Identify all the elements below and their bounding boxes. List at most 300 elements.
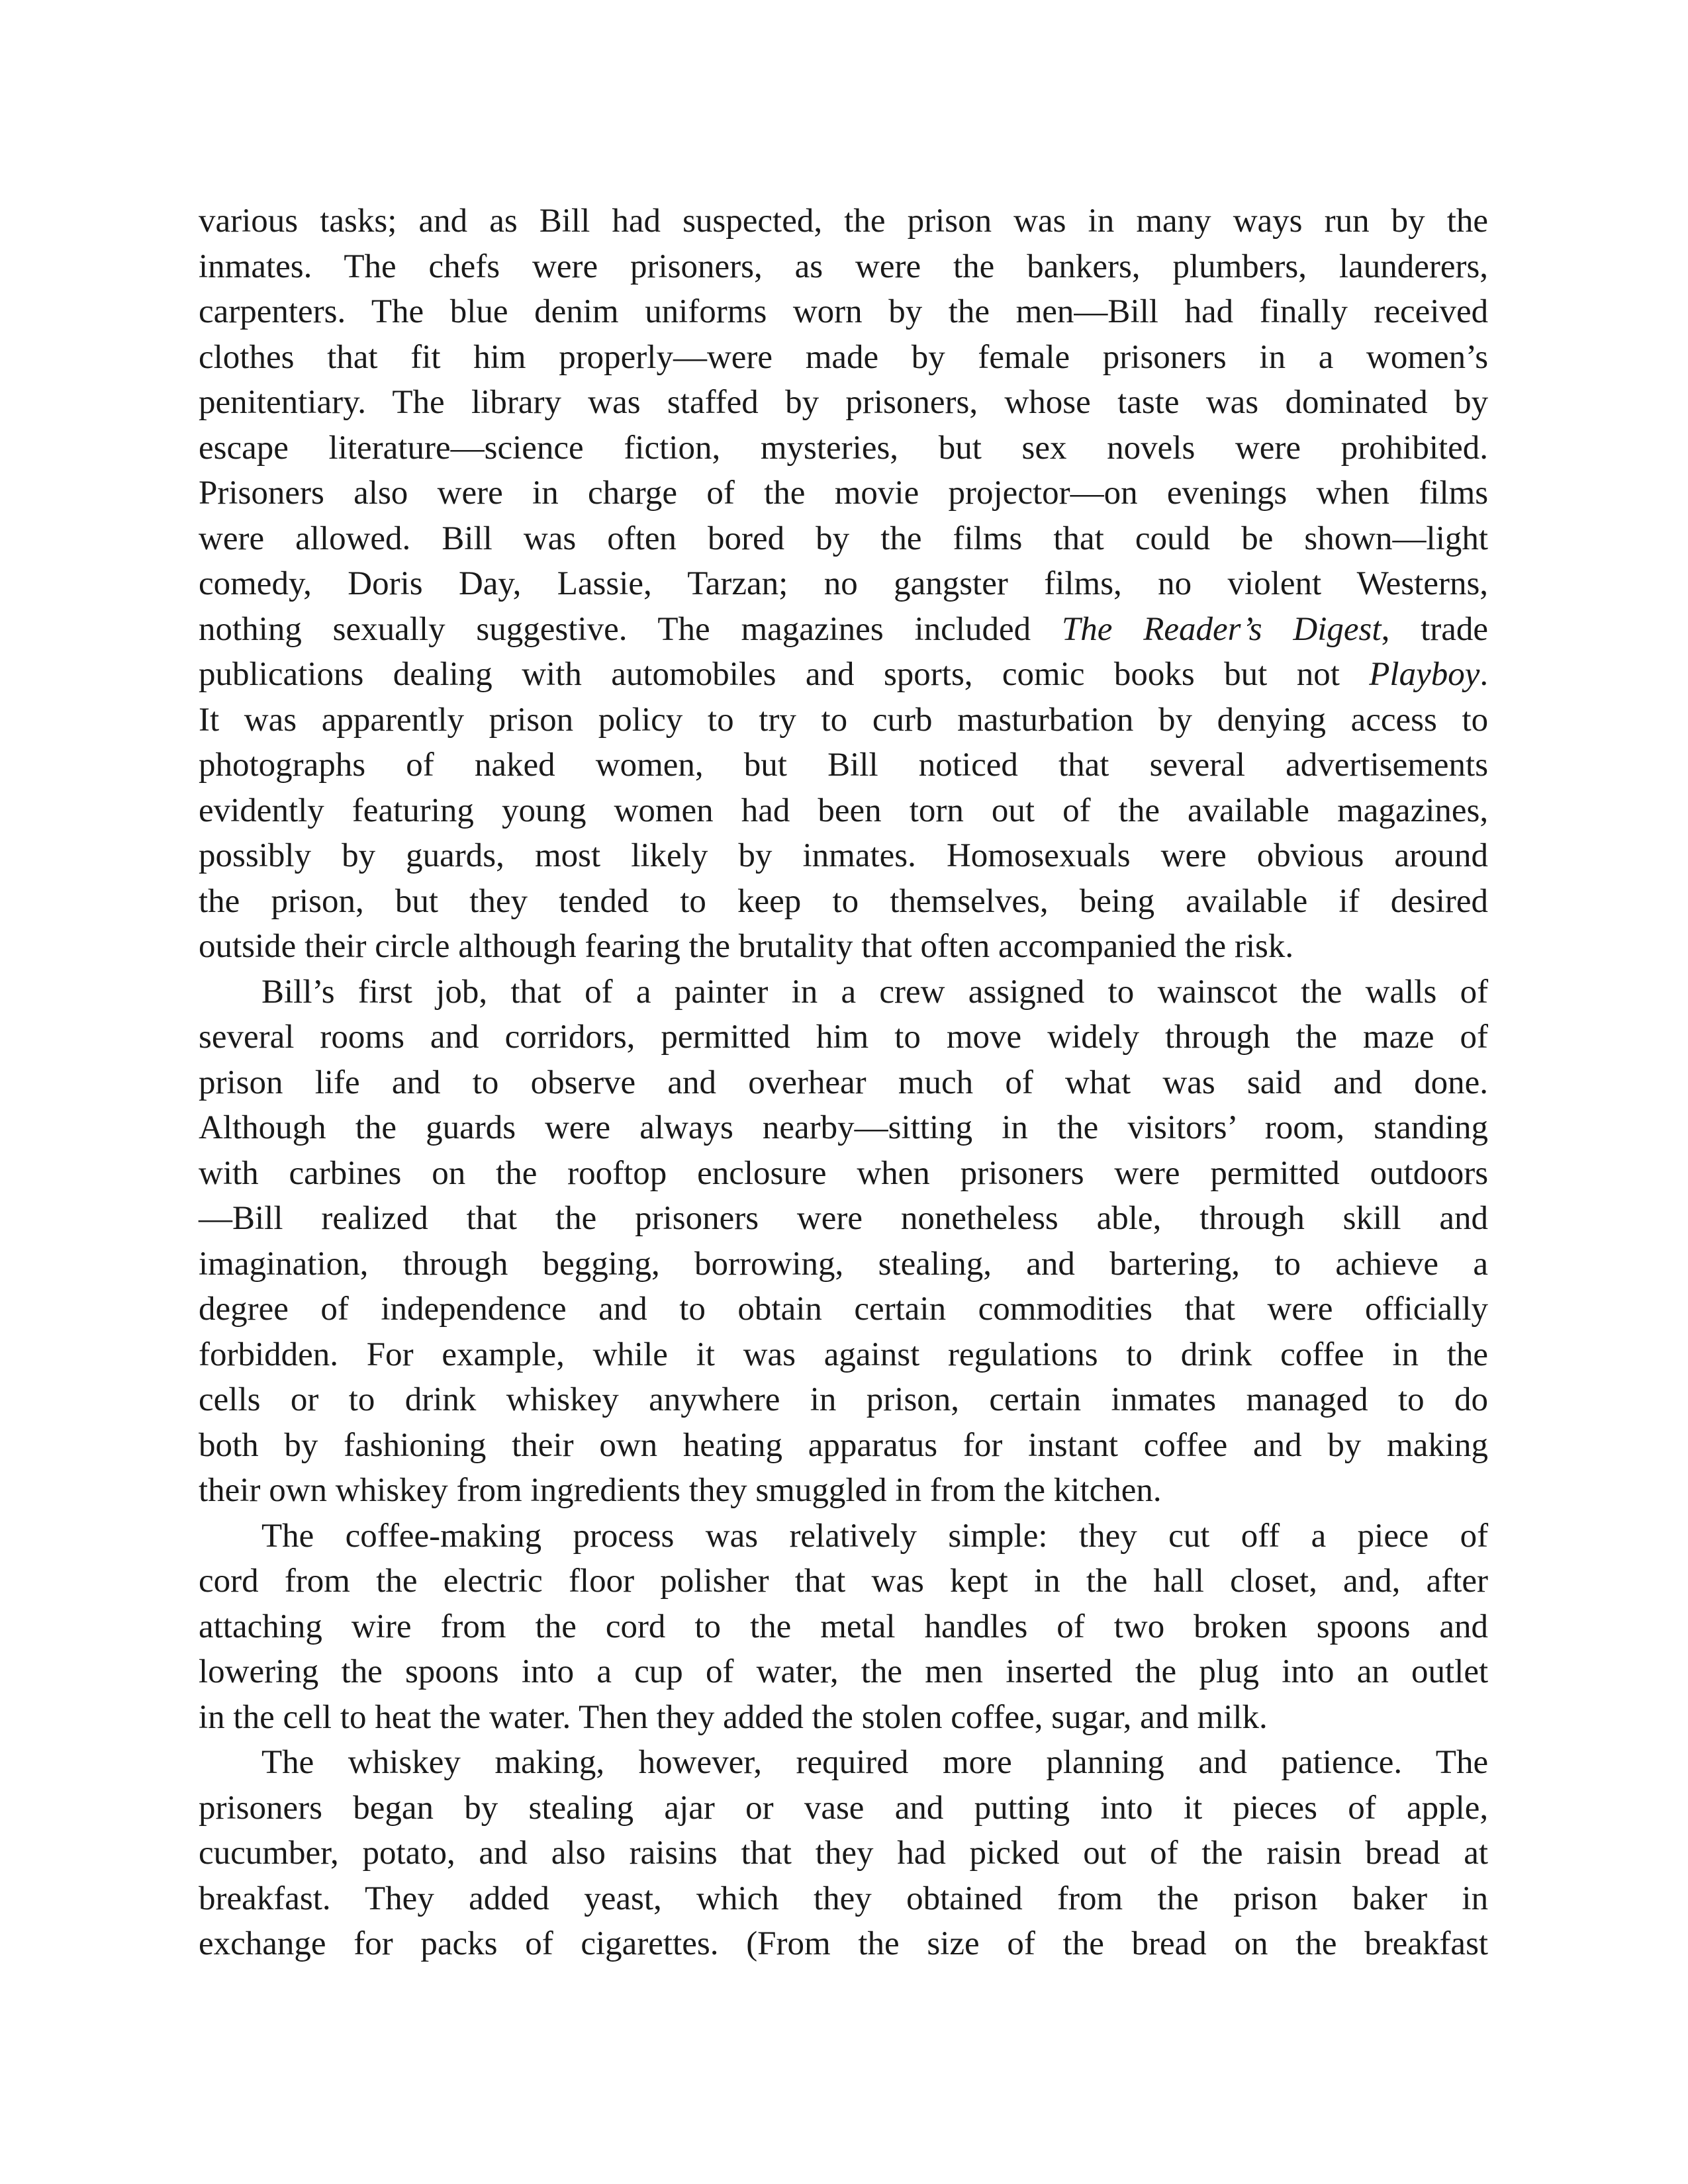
word-space	[1161, 1200, 1199, 1237]
word: prison,	[866, 1381, 960, 1418]
word: prisoners	[1102, 338, 1227, 376]
word-space	[1440, 1835, 1464, 1872]
word-space	[567, 1291, 598, 1328]
word-space	[498, 1925, 526, 1962]
word: into	[521, 1653, 575, 1690]
word: piece	[1357, 1517, 1429, 1555]
word-space	[312, 565, 348, 602]
word: staffed	[667, 384, 759, 421]
word-space	[1419, 1336, 1447, 1373]
word-space	[908, 1744, 943, 1781]
word: evenings	[1166, 475, 1288, 512]
word-space	[1267, 656, 1296, 693]
word-space	[1389, 1653, 1411, 1690]
word: of	[1460, 1517, 1489, 1555]
word: publications	[199, 656, 364, 693]
word: library	[471, 384, 561, 421]
word: degree	[199, 1291, 289, 1328]
word: in	[1088, 203, 1115, 240]
word-space	[662, 1880, 696, 1917]
word: photographs	[199, 747, 366, 784]
word-space	[1008, 1563, 1034, 1600]
word-space	[1084, 974, 1107, 1011]
word: out	[1083, 1835, 1127, 1872]
word-space	[930, 1155, 961, 1192]
word: plug	[1199, 1653, 1260, 1690]
word: prison	[1233, 1880, 1318, 1917]
word: keep	[737, 882, 802, 920]
word-space	[1317, 1790, 1348, 1827]
word: realized	[321, 1200, 428, 1237]
word-space	[922, 293, 949, 330]
word: raisins	[629, 1835, 718, 1872]
text-segment	[199, 384, 1488, 421]
text-segment	[199, 1019, 1488, 1056]
word: they	[815, 1835, 874, 1872]
word-space	[1252, 1336, 1280, 1373]
word: pieces	[1233, 1789, 1317, 1827]
word: cup	[634, 1653, 683, 1690]
word-space	[1280, 1518, 1311, 1555]
word-space	[1344, 1109, 1374, 1146]
word: observe	[530, 1064, 636, 1101]
word-space	[661, 203, 682, 240]
text-line	[199, 289, 1488, 335]
word-space	[1247, 1744, 1282, 1781]
word: as	[489, 203, 518, 240]
word: the	[1201, 1835, 1243, 1872]
word: charge	[588, 475, 677, 512]
word-space	[667, 1155, 697, 1192]
word-space	[1075, 1246, 1109, 1283]
word-space	[445, 611, 477, 648]
word-space	[1122, 565, 1158, 602]
word-space	[584, 430, 624, 467]
word: It	[199, 701, 220, 739]
word-space	[665, 1608, 694, 1645]
word-space	[260, 1381, 290, 1418]
text-line	[199, 1015, 1488, 1060]
word-space	[318, 1427, 344, 1464]
word-space	[1109, 747, 1149, 784]
word-space	[259, 1563, 285, 1600]
word-space	[561, 384, 588, 421]
word: suspected,	[682, 203, 823, 240]
word-space	[461, 1744, 495, 1781]
word-space	[768, 974, 791, 1011]
word: standing	[1374, 1109, 1489, 1146]
word: stealing,	[878, 1245, 992, 1283]
word: was	[1013, 203, 1066, 240]
word-space	[555, 747, 596, 784]
word: allowed.	[295, 520, 411, 557]
word: into	[1100, 1789, 1153, 1827]
word-space	[657, 1427, 683, 1464]
word: had	[612, 203, 661, 240]
word: Westerns,	[1356, 565, 1489, 602]
word: properly—were	[559, 338, 773, 376]
word-space	[921, 248, 953, 285]
word: that	[1184, 1291, 1235, 1328]
word: policy	[598, 701, 683, 739]
text-line	[199, 1559, 1488, 1604]
text-segment	[199, 1563, 1488, 1600]
word: of	[1007, 1925, 1035, 1962]
word-space	[324, 792, 352, 829]
word-space	[1207, 1925, 1235, 1962]
word: was	[244, 701, 297, 739]
word-space	[561, 974, 585, 1011]
paragraph	[199, 199, 1488, 970]
word: the	[1446, 203, 1489, 240]
word: kept	[950, 1563, 1008, 1600]
word-space	[959, 1381, 989, 1418]
word-space	[973, 656, 1002, 693]
word: obtained	[906, 1880, 1023, 1917]
word-space	[1192, 702, 1217, 739]
word: by	[1158, 701, 1193, 739]
word: always	[639, 1109, 733, 1146]
word-space	[408, 475, 437, 512]
word: of	[1062, 792, 1091, 829]
word-space	[882, 792, 910, 829]
word: the	[953, 248, 995, 285]
word: their	[512, 1426, 574, 1464]
word: breakfast	[1364, 1925, 1489, 1962]
word: .	[1479, 656, 1489, 693]
text-segment	[199, 611, 1062, 648]
word: the	[858, 1925, 900, 1962]
word: which	[696, 1880, 779, 1917]
word-space	[259, 1155, 289, 1192]
word: against	[823, 1336, 920, 1373]
word-space	[1425, 203, 1447, 240]
word-space	[604, 1744, 639, 1781]
word: noticed	[918, 747, 1018, 784]
word-space	[1434, 1019, 1460, 1056]
word: they	[1078, 1517, 1137, 1555]
word: exchange	[199, 1925, 326, 1962]
word: were	[1235, 429, 1301, 467]
word-space	[606, 1835, 630, 1872]
word-space	[1210, 520, 1241, 557]
word-space	[314, 1518, 345, 1555]
text-segment	[199, 293, 1488, 330]
word: cells	[199, 1381, 261, 1418]
word: permitted	[661, 1019, 790, 1056]
word: life	[314, 1064, 360, 1101]
word-space	[486, 1427, 512, 1464]
word: had	[741, 792, 790, 829]
word-space	[1104, 1925, 1132, 1962]
text-segment	[199, 475, 1488, 512]
word-space	[1364, 1336, 1393, 1373]
word-space	[856, 974, 879, 1011]
word-space	[822, 203, 844, 240]
word-space	[873, 1835, 897, 1872]
word: first	[357, 973, 412, 1011]
word-space	[1215, 1064, 1247, 1101]
word-space	[1164, 1744, 1199, 1781]
word-space	[424, 293, 450, 330]
text-segment	[199, 339, 1488, 376]
word-space	[1180, 384, 1206, 421]
word-space	[867, 1064, 898, 1101]
word: that	[510, 973, 561, 1011]
word: painter	[674, 973, 769, 1011]
word-space	[819, 384, 845, 421]
word-space	[946, 1291, 978, 1328]
word: The	[344, 248, 397, 285]
word-space	[683, 1653, 706, 1690]
word-space	[759, 1200, 797, 1237]
word: received	[1374, 293, 1489, 330]
word: the	[355, 1109, 397, 1146]
text-line	[199, 788, 1488, 834]
word: through	[1165, 1019, 1270, 1056]
word-space	[312, 248, 344, 285]
word: of	[320, 1291, 349, 1328]
word-space	[1245, 747, 1286, 784]
word-space	[346, 293, 371, 330]
word-space	[635, 1064, 667, 1101]
word: polisher	[660, 1563, 769, 1600]
word-space	[311, 837, 342, 874]
word: by	[738, 837, 773, 874]
word: from	[284, 1563, 350, 1600]
word-space	[322, 1790, 353, 1827]
word-space	[708, 837, 738, 874]
word: literature—science	[328, 429, 584, 467]
paragraph	[199, 1740, 1488, 1967]
word: obvious	[1256, 837, 1364, 874]
word: and	[805, 656, 855, 693]
word: the	[750, 1608, 792, 1645]
word: independence	[381, 1291, 567, 1328]
word-space	[521, 565, 557, 602]
word: apparatus	[808, 1426, 938, 1464]
word: bored	[708, 520, 785, 557]
word-space	[476, 1381, 506, 1418]
word: of	[1005, 1064, 1033, 1101]
word-space	[1402, 1744, 1436, 1781]
word: putting	[974, 1789, 1070, 1827]
word-space	[1066, 203, 1088, 240]
word-space	[1008, 565, 1044, 602]
text-line	[199, 1105, 1488, 1151]
word-space	[1158, 293, 1185, 330]
word: room,	[1264, 1109, 1345, 1146]
word-space	[973, 1064, 1005, 1101]
word-space	[1278, 974, 1301, 1011]
word-space	[264, 520, 295, 557]
word: cord	[605, 1608, 666, 1645]
text-line	[199, 607, 1488, 653]
word-space	[1303, 203, 1325, 240]
text-line	[199, 1377, 1488, 1423]
word: and	[1333, 1064, 1382, 1101]
word: to	[472, 1064, 499, 1101]
text-segment	[199, 1200, 1488, 1237]
text-segment: in the cell to heat the water. Then they added the stolen coffee, sugar, and milk.	[199, 1698, 1268, 1736]
word-space	[1060, 1563, 1086, 1600]
word: The	[261, 1517, 314, 1555]
word: and	[667, 1064, 717, 1101]
word: and	[1439, 1200, 1489, 1237]
word-space	[366, 384, 392, 421]
word-space	[1360, 883, 1391, 920]
word: worn	[792, 293, 863, 330]
word-space	[1195, 430, 1235, 467]
word: prisoners,	[630, 248, 763, 285]
word-space	[302, 611, 333, 648]
word: They	[365, 1880, 434, 1917]
word-space	[600, 837, 631, 874]
word: and	[1252, 1426, 1302, 1464]
word: available	[1186, 882, 1308, 920]
word-space	[1425, 1381, 1454, 1418]
word: the	[1446, 1336, 1489, 1373]
word-space	[349, 1291, 381, 1328]
word-space	[980, 1925, 1008, 1962]
text-segment	[199, 1109, 1488, 1146]
word-space	[864, 1790, 894, 1827]
word: of	[406, 747, 434, 784]
word: potato,	[362, 1835, 455, 1872]
text-segment	[261, 974, 1488, 1011]
word: ajar	[664, 1789, 715, 1827]
word: dealing	[393, 656, 492, 693]
word-space	[1059, 1835, 1083, 1872]
word-space	[500, 248, 532, 285]
word: were	[532, 248, 598, 285]
word: assigned	[968, 973, 1085, 1011]
word-space	[972, 1109, 1002, 1146]
word: of	[1460, 973, 1489, 1011]
word-space	[360, 1064, 392, 1101]
word: and	[1439, 1608, 1489, 1645]
word: when	[857, 1154, 930, 1192]
word: several	[199, 1019, 295, 1056]
word-space	[1178, 1835, 1202, 1872]
word: of	[525, 1925, 553, 1962]
word: whiskey	[348, 1744, 461, 1781]
word-space	[397, 1109, 426, 1146]
word-space	[868, 1019, 894, 1056]
word: move	[946, 1019, 1022, 1056]
word-space	[1326, 1518, 1357, 1555]
word: patience.	[1281, 1744, 1403, 1781]
word: prison	[199, 1064, 283, 1101]
word: advertisements	[1286, 747, 1489, 784]
word-space	[1368, 1381, 1398, 1418]
word-space	[919, 475, 948, 512]
word: comic	[1002, 656, 1085, 693]
word-space	[428, 1200, 467, 1237]
text-line	[199, 426, 1488, 471]
word: evidently	[199, 792, 324, 829]
word-space	[945, 974, 968, 1011]
word-space	[445, 384, 471, 421]
word-space	[978, 384, 1004, 421]
word: in	[1002, 1109, 1028, 1146]
word: do	[1454, 1381, 1489, 1418]
word: overhear	[748, 1064, 867, 1101]
word-space	[1048, 1518, 1079, 1555]
word: by	[342, 837, 376, 874]
word-space	[559, 475, 588, 512]
word-space	[613, 974, 636, 1011]
word-space	[767, 293, 793, 330]
word: blue	[449, 293, 508, 330]
text-line	[199, 244, 1488, 290]
word-space	[1333, 339, 1366, 376]
word: and	[391, 1064, 441, 1101]
word-space	[796, 1336, 824, 1373]
word-space	[635, 1019, 661, 1056]
word-space	[1085, 656, 1114, 693]
word: done.	[1414, 1064, 1489, 1101]
word-space	[855, 656, 884, 693]
word-space	[259, 1427, 285, 1464]
word: drink	[404, 1381, 477, 1418]
text-line	[199, 833, 1488, 879]
word-space	[537, 1155, 567, 1192]
word: from	[440, 1608, 506, 1645]
word-space	[1113, 1653, 1135, 1690]
text-line	[199, 743, 1488, 788]
word-space	[706, 883, 737, 920]
word-space	[240, 883, 271, 920]
text-line	[199, 1060, 1488, 1106]
word-space	[937, 1427, 963, 1464]
word: into	[1282, 1653, 1335, 1690]
word: men	[925, 1653, 984, 1690]
italic-word: Digest	[1293, 610, 1382, 648]
word: obtain	[737, 1291, 822, 1328]
word: size	[927, 1925, 980, 1962]
word-space	[758, 1518, 789, 1555]
word-space	[1270, 1019, 1296, 1056]
text-line	[199, 1196, 1488, 1242]
word: coffee	[1143, 1426, 1228, 1464]
word: to	[1398, 1381, 1425, 1418]
word: women’s	[1366, 338, 1489, 376]
paragraph	[199, 970, 1488, 1514]
word-space	[943, 1790, 974, 1827]
text-line	[199, 1740, 1488, 1786]
word: of	[1460, 1019, 1489, 1056]
word-space	[518, 203, 539, 240]
word-space	[706, 1291, 737, 1328]
word: were	[199, 520, 265, 557]
word: electric	[443, 1563, 543, 1600]
word: comedy,	[199, 565, 312, 602]
word-space	[1139, 1019, 1165, 1056]
word-space	[922, 520, 953, 557]
word: by	[1454, 384, 1489, 421]
text-segment	[199, 883, 1488, 920]
word-space	[378, 339, 411, 376]
word-space	[1333, 1291, 1365, 1328]
word: both	[199, 1426, 259, 1464]
word-space	[1018, 747, 1058, 784]
word: prohibited.	[1340, 429, 1489, 467]
word-space	[849, 520, 880, 557]
text-segment	[199, 1925, 1488, 1962]
word-space	[822, 1291, 854, 1328]
italic-word: Playboy	[1369, 656, 1480, 693]
